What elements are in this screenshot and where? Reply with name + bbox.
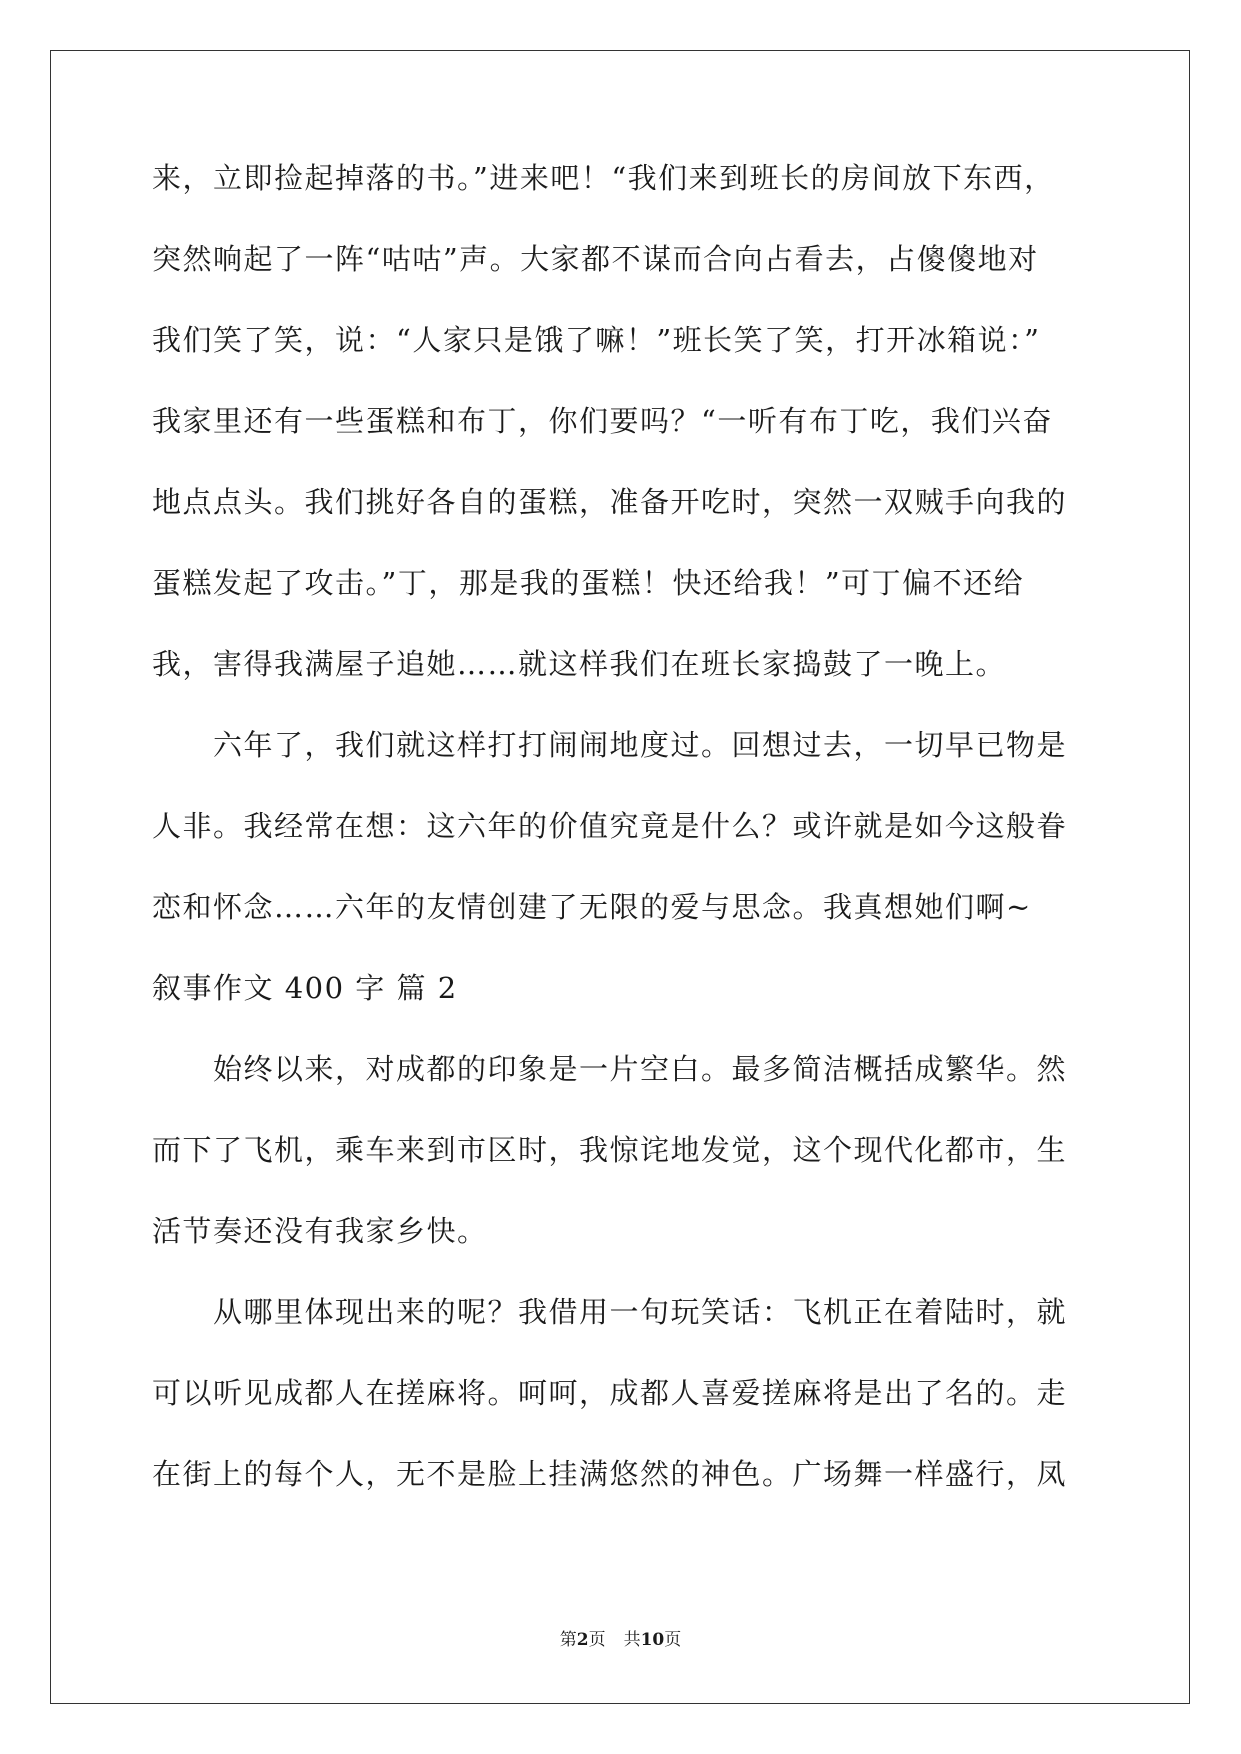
page-footer (0, 1628, 1241, 1652)
text-line: 活节奏还没有我家乡快。 (152, 1214, 488, 1248)
section-heading: 叙事作文 400 字 篇 2 (152, 971, 458, 1005)
text-line: 我们笑了笑，说：“人家只是饿了嘛！”班长笑了笑，打开冰箱说：” (152, 323, 1041, 357)
text-line: 突然响起了一阵“咕咕”声。大家都不谋而合向占看去，占傻傻地对 (152, 242, 1039, 276)
page-prefix: 第 (559, 1630, 577, 1650)
page-number: 2 (576, 1630, 589, 1650)
paragraph-start-line: 从哪里体现出来的呢？我借用一句玩笑话：飞机正在着陆时，就 (152, 1295, 1068, 1329)
text-line: 而下了飞机，乘车来到市区时，我惊诧地发觉，这个现代化都市，生 (152, 1133, 1068, 1167)
total-pages: 10 (640, 1630, 665, 1650)
text-line: 蛋糕发起了攻击。”丁，那是我的蛋糕！快还给我！”可丁偏不还给 (152, 566, 1025, 600)
text-line: 我，害得我满屋子追她……就这样我们在班长家捣鼓了一晚上。 (152, 647, 1007, 681)
text-line: 可以听见成都人在搓麻将。呵呵，成都人喜爱搓麻将是出了名的。走 (152, 1376, 1068, 1410)
text-line: 我家里还有一些蛋糕和布丁，你们要吗？“一听有布丁吃，我们兴奋 (152, 404, 1053, 438)
text-line: 人非。我经常在想：这六年的价值究竟是什么？或许就是如今这般眷 (152, 809, 1068, 843)
total-suffix: 页 (664, 1630, 682, 1650)
total-prefix: 共 (623, 1630, 641, 1650)
text-line: 来，立即捡起掉落的书。”进来吧！“我们来到班长的房间放下东西， (152, 161, 1055, 195)
page-suffix: 页 (588, 1630, 606, 1650)
text-line: 地点点头。我们挑好各自的蛋糕，准备开吃时，突然一双贼手向我的 (152, 485, 1068, 519)
text-line: 在街上的每个人，无不是脸上挂满悠然的神色。广场舞一样盛行，凤 (152, 1457, 1068, 1491)
paragraph-start-line: 始终以来，对成都的印象是一片空白。最多简洁概括成繁华。然 (152, 1052, 1068, 1086)
paragraph-start-line: 六年了，我们就这样打打闹闹地度过。回想过去，一切早已物是 (152, 728, 1068, 762)
text-line: 恋和怀念……六年的友情创建了无限的爱与思念。我真想她们啊~ (152, 890, 1032, 924)
